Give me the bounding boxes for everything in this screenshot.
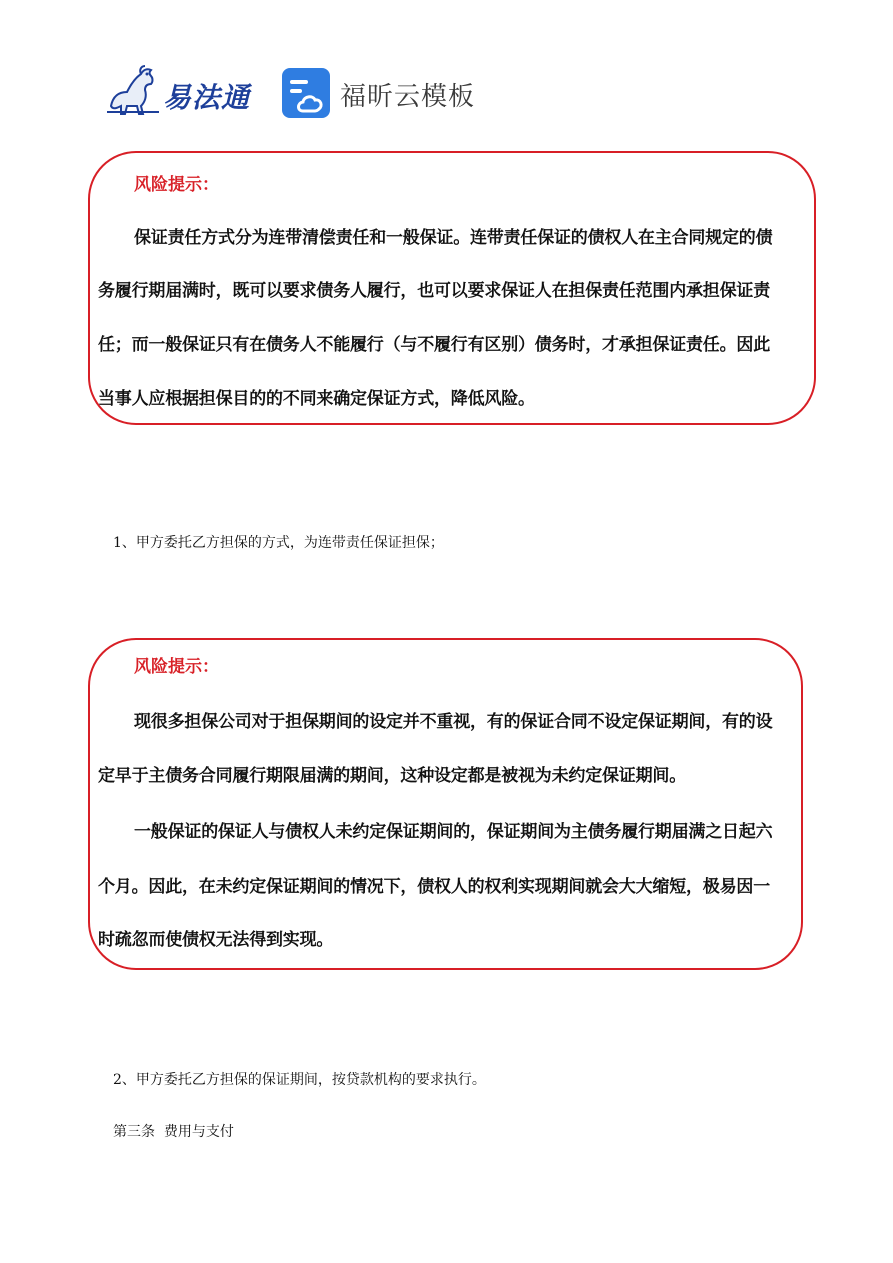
risk-notice-1-line-4: 当事人应根据担保目的的不同来确定保证方式，降低风险。 bbox=[98, 389, 535, 409]
risk-notice-1-line-1: 保证责任方式分为连带清偿责任和一般保证。连带责任保证的债权人在主合同规定的债 bbox=[134, 228, 773, 248]
risk-notice-2-line-3: 一般保证的保证人与债权人未约定保证期间的，保证期间为主债务履行期届满之日起六 bbox=[134, 822, 773, 842]
risk-notice-1-line-2: 务履行期届满时，既可以要求债务人履行，也可以要求保证人在担保责任范围内承担保证责 bbox=[98, 281, 770, 301]
header-logos bbox=[105, 62, 505, 122]
risk-notice-2-line-2: 定早于主债务合同履行期限届满的期间，这种设定都是被视为未约定保证期间。 bbox=[98, 766, 686, 786]
clause-2-text: 2、甲方委托乙方担保的保证期间，按贷款机构的要求执行。 bbox=[113, 1072, 486, 1088]
risk-notice-title-2: 风险提示： bbox=[134, 657, 219, 677]
risk-notice-title-1: 风险提示： bbox=[134, 175, 219, 195]
clause-1-text: 1、甲方委托乙方担保的方式，为连带责任保证担保； bbox=[113, 535, 444, 551]
article-3-heading: 第三条 费用与支付 bbox=[113, 1124, 234, 1140]
risk-notice-2-line-1: 现很多担保公司对于担保期间的设定并不重视，有的保证合同不设定保证期间，有的设 bbox=[134, 712, 773, 732]
foxit-cloud-icon bbox=[281, 67, 331, 119]
risk-notice-box-2 bbox=[88, 638, 803, 970]
yifatong-logo-text: 易法通 bbox=[163, 81, 251, 114]
risk-notice-2-line-5: 时疏忽而使债权无法得到实现。 bbox=[98, 930, 334, 950]
risk-notice-1-line-3: 任；而一般保证只有在债务人不能履行（与不履行有区别）债务时，才承担保证责任。因此 bbox=[98, 335, 770, 355]
foxit-template-name: 福昕云模板 bbox=[340, 82, 476, 112]
horse-logo-icon bbox=[105, 62, 161, 118]
risk-notice-2-line-4: 个月。因此，在未约定保证期间的情况下，债权人的权利实现期间就会大大缩短，极易因一 bbox=[98, 877, 770, 897]
